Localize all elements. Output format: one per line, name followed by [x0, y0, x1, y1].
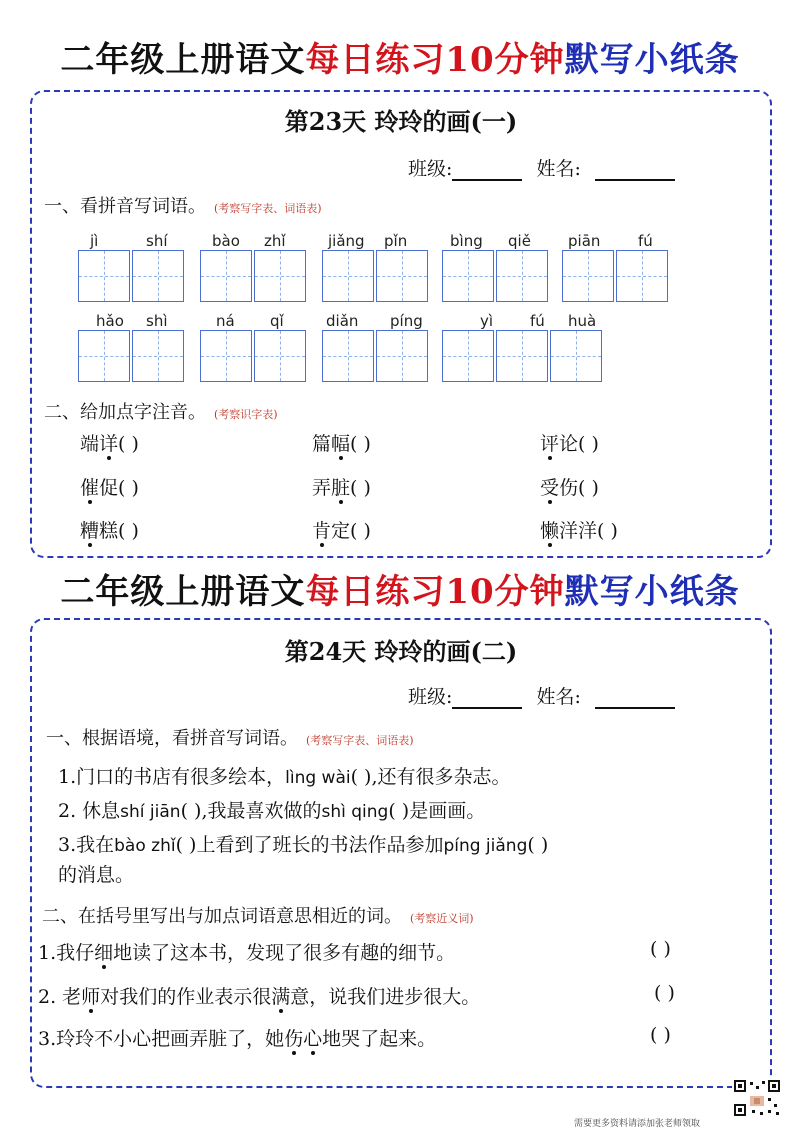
phonetic-item[interactable]: 弄脏( ) [312, 477, 371, 499]
section-heading: 二、在括号里写出与加点词语意思相近的词。 [42, 906, 402, 927]
writing-box[interactable] [550, 330, 602, 382]
synonym-q2: 2. 老师对我们的作业表示很满意，说我们进步很大。 [38, 986, 481, 1008]
synonym-q1: 1.我仔细地读了这本书，发现了很多有趣的细节。 [38, 942, 456, 964]
pinyin-8a: diǎn [326, 312, 359, 330]
writing-box[interactable] [78, 330, 130, 382]
banner-part1: 二年级上册语文 [60, 572, 306, 612]
class-field[interactable] [452, 159, 522, 181]
pinyin-9b: fú [530, 312, 545, 330]
writing-box[interactable] [442, 250, 494, 302]
section-note: (考察识字表) [214, 408, 278, 421]
writing-box[interactable] [442, 330, 494, 382]
writing-box[interactable] [322, 330, 374, 382]
pinyin-2a: bào [212, 232, 240, 250]
banner-part3: 默写小纸条 [564, 40, 740, 80]
answer-bracket[interactable]: ( ) [650, 1024, 671, 1046]
card-day23 [30, 90, 772, 558]
pinyin-4b: qiě [508, 232, 531, 250]
writing-box[interactable] [254, 250, 306, 302]
footer-note: 需要更多资料请添加张老师领取 [574, 1119, 701, 1129]
phonetic-item[interactable]: 糟糕( ) [80, 520, 139, 542]
pinyin-3a: jiǎng [328, 232, 365, 250]
class-label: 班级: [408, 686, 453, 708]
phonetic-item[interactable]: 评论( ) [540, 433, 599, 455]
writing-box[interactable] [132, 330, 184, 382]
pinyin-1a: jì [90, 232, 99, 250]
banner-part1: 二年级上册语文 [60, 40, 306, 80]
pinyin-9c: huà [568, 312, 597, 330]
card2-section1-heading [46, 724, 414, 750]
sentence-3[interactable]: 3.我在bào zhǐ( )上看到了班长的书法作品参加píng jiǎng( ) [58, 834, 549, 856]
sentence-1[interactable]: 1.门口的书店有很多绘本，lìng wài( ),还有很多杂志。 [58, 766, 511, 788]
name-field[interactable] [595, 687, 675, 709]
pinyin-6b: shì [146, 312, 168, 330]
section-heading: 一、根据语境，看拼音写词语。 [46, 728, 298, 749]
section-heading: 二、给加点字注音。 [44, 402, 206, 423]
section-heading: 一、看拼音写词语。 [44, 196, 206, 217]
pinyin-3b: pǐn [384, 232, 408, 250]
qr-code-icon [732, 1078, 782, 1118]
pinyin-8b: píng [390, 312, 423, 330]
answer-bracket[interactable]: ( ) [654, 982, 675, 1004]
class-field[interactable] [452, 687, 522, 709]
writing-box[interactable] [376, 330, 428, 382]
pinyin-2b: zhǐ [264, 232, 286, 250]
class-label: 班级: [408, 158, 453, 180]
writing-box[interactable] [496, 330, 548, 382]
writing-box[interactable] [616, 250, 668, 302]
card1-section1-heading [44, 192, 322, 218]
pinyin-9a: yì [480, 312, 494, 330]
phonetic-item[interactable]: 催促( ) [80, 477, 139, 499]
card1-class-name-row [408, 154, 675, 181]
banner-middle [0, 570, 800, 614]
pinyin-5a: piān [568, 232, 601, 250]
writing-box[interactable] [200, 250, 252, 302]
card2-section2-heading [42, 902, 474, 928]
sentence-3-cont: 的消息。 [58, 864, 135, 886]
card2-title: 第24天 玲玲的画(二) [284, 637, 518, 666]
pinyin-1b: shí [146, 232, 168, 250]
phonetic-item[interactable]: 篇幅( ) [312, 433, 371, 455]
name-label: 姓名: [536, 158, 581, 180]
pinyin-7a: ná [216, 312, 235, 330]
section-note: (考察写字表、词语表) [306, 734, 414, 747]
writing-box[interactable] [496, 250, 548, 302]
pinyin-7b: qǐ [270, 312, 284, 330]
pinyin-4a: bìng [450, 232, 483, 250]
phonetic-item[interactable]: 受伤( ) [540, 477, 599, 499]
writing-box[interactable] [562, 250, 614, 302]
answer-bracket[interactable]: ( ) [650, 938, 671, 960]
writing-box[interactable] [200, 330, 252, 382]
name-field[interactable] [595, 159, 675, 181]
banner-part2: 每日练习10分钟 [305, 40, 565, 80]
card1-title: 第23天 玲玲的画(一) [284, 107, 518, 136]
phonetic-item[interactable]: 肯定( ) [312, 520, 371, 542]
writing-box[interactable] [322, 250, 374, 302]
name-label: 姓名: [536, 686, 581, 708]
synonym-q3: 3.玲玲不小心把画弄脏了，她伤心地哭了起来。 [38, 1028, 437, 1050]
writing-box[interactable] [78, 250, 130, 302]
card-day24 [30, 618, 772, 1088]
card2-class-name-row [408, 682, 675, 709]
pinyin-5b: fú [638, 232, 653, 250]
phonetic-item[interactable]: 懒洋洋( ) [540, 520, 618, 542]
pinyin-6a: hǎo [96, 312, 124, 330]
section-note: (考察写字表、词语表) [214, 202, 322, 215]
sentence-2[interactable]: 2. 休息shí jiān( ),我最喜欢做的shì qing( )是画画。 [58, 800, 486, 822]
banner-part2: 每日练习10分钟 [305, 572, 565, 612]
writing-box[interactable] [376, 250, 428, 302]
writing-box[interactable] [132, 250, 184, 302]
writing-box[interactable] [254, 330, 306, 382]
banner-top [0, 38, 800, 82]
phonetic-item[interactable]: 端详( ) [80, 433, 139, 455]
card1-section2-heading [44, 398, 278, 424]
section-note: (考察近义词) [410, 912, 474, 925]
banner-part3: 默写小纸条 [564, 572, 740, 612]
